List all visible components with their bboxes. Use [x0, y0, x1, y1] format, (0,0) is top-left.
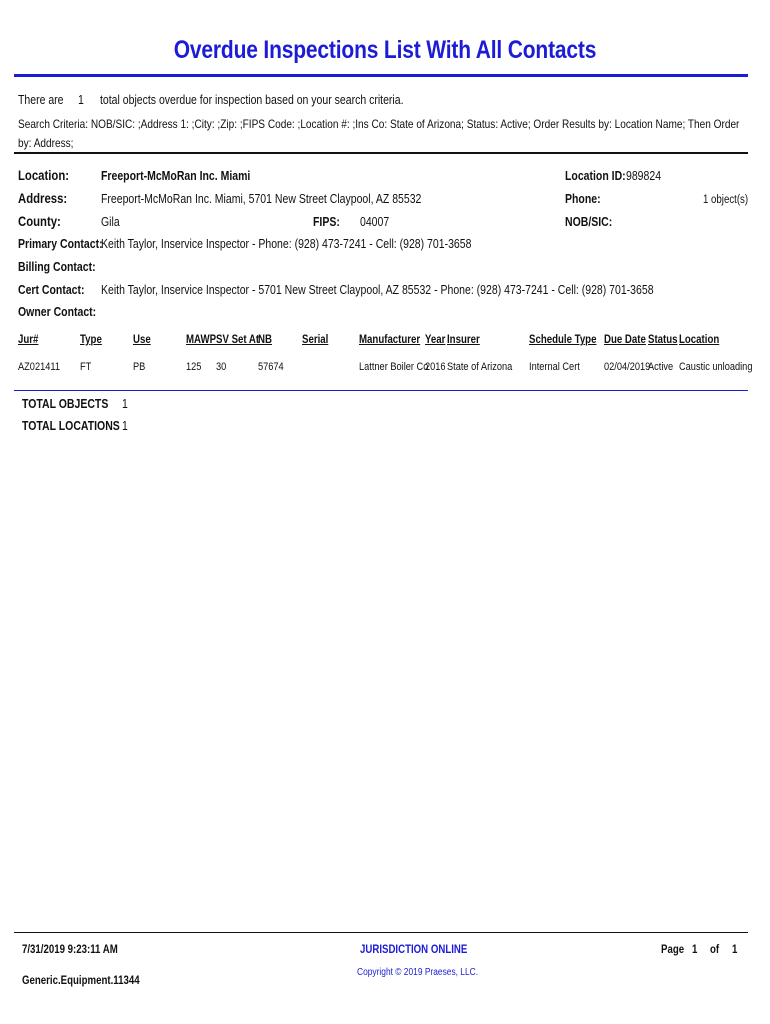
- cell-type: FT: [80, 361, 92, 373]
- footer-timestamp: 7/31/2019 9:23:11 AM: [22, 944, 118, 956]
- footer-page-number: 1: [692, 944, 698, 956]
- billing-contact-label: Billing Contact:: [18, 260, 96, 274]
- total-locations-value: 1: [122, 419, 128, 433]
- summary-count: 1: [78, 93, 84, 107]
- location-id-value: 989824: [626, 169, 662, 183]
- total-locations-label: TOTAL LOCATIONS: [22, 419, 120, 433]
- objects-count: 1 object(s): [703, 194, 749, 206]
- cell-year: 2016: [425, 361, 446, 373]
- address-value: Freeport-McMoRan Inc. Miami, 5701 New Street Claypool, AZ 85532: [101, 192, 422, 206]
- cell-due-date: 02/04/2019: [604, 361, 651, 373]
- report-title: Overdue Inspections List With All Contacts: [173, 36, 597, 64]
- nobsic-label: NOB/SIC:: [565, 215, 613, 229]
- cell-nb: 57674: [258, 361, 284, 373]
- footer-page-label: Page: [661, 944, 685, 956]
- col-nb: NB: [258, 334, 272, 346]
- cell-jur: AZ021411: [18, 361, 60, 373]
- cert-contact-value: Keith Taylor, Inservice Inspector - 5701 New Street Claypool, AZ 85532 - Phone: (928) 473-7241 - Cell: (928) 701-3658: [101, 283, 654, 297]
- location-id-label: Location ID:: [565, 169, 626, 183]
- cell-status: Active: [648, 361, 674, 373]
- search-criteria: Search Criteria: NOB/SIC: ;Address 1: ;City: ;Zip: ;FIPS Code: ;Location #: ;Ins Co: State of Arizona; Status: Active; Order Results by: Location Name; Then Order by: Address;: [18, 117, 740, 150]
- summary-prefix: There are: [18, 93, 64, 107]
- fips-label: FIPS:: [313, 215, 340, 229]
- fips-value: 04007: [360, 215, 390, 229]
- cell-sv-set-at: 30: [216, 361, 227, 373]
- primary-contact-value: Keith Taylor, Inservice Inspector - Phone: (928) 473-7241 - Cell: (928) 701-3658: [101, 237, 472, 251]
- cell-manufacturer: Lattner Boiler Co: [359, 361, 429, 373]
- county-value: Gila: [101, 215, 120, 229]
- location-name: Freeport-McMoRan Inc. Miami: [101, 169, 251, 183]
- footer-of-label: of: [710, 944, 720, 956]
- summary-suffix: total objects overdue for inspection based on your search criteria.: [100, 93, 404, 107]
- col-location: Location: [679, 334, 720, 346]
- col-status: Status: [648, 334, 678, 346]
- cell-schedule-type: Internal Cert: [529, 361, 580, 373]
- col-schedule-type: Schedule Type: [529, 334, 597, 346]
- cell-insurer: State of Arizona: [447, 361, 513, 373]
- col-type: Type: [80, 334, 102, 346]
- cell-location: Caustic unloading: [679, 361, 753, 373]
- county-label: County:: [18, 214, 61, 229]
- footer-page-total: 1: [732, 944, 738, 956]
- total-objects-value: 1: [122, 397, 128, 411]
- cert-contact-label: Cert Contact:: [18, 283, 85, 297]
- table-divider: [14, 390, 748, 391]
- col-year: Year: [425, 334, 446, 346]
- criteria-divider: [14, 152, 748, 154]
- col-use: Use: [133, 334, 151, 346]
- col-manufacturer: Manufacturer: [359, 334, 421, 346]
- col-sv-set-at: SV Set At: [216, 334, 260, 346]
- footer-copyright: Copyright © 2019 Praeses, LLC.: [357, 967, 479, 978]
- phone-label: Phone:: [565, 192, 601, 206]
- address-label: Address:: [18, 191, 68, 206]
- col-mawp: MAWP: [186, 334, 217, 346]
- total-objects-label: TOTAL OBJECTS: [22, 397, 109, 411]
- cell-mawp: 125: [186, 361, 202, 373]
- footer-report-id: Generic.Equipment.11344: [22, 975, 140, 987]
- cell-use: PB: [133, 361, 146, 373]
- footer-divider: [14, 932, 748, 933]
- col-insurer: Insurer: [447, 334, 480, 346]
- footer-jurisdiction: JURISDICTION ONLINE: [360, 944, 468, 956]
- col-due-date: Due Date: [604, 334, 646, 346]
- title-divider: [14, 74, 748, 77]
- col-jur: Jur#: [18, 334, 39, 346]
- primary-contact-label: Primary Contact:: [18, 237, 103, 251]
- col-serial: Serial: [302, 334, 329, 346]
- owner-contact-label: Owner Contact:: [18, 305, 97, 319]
- location-label: Location:: [18, 168, 70, 183]
